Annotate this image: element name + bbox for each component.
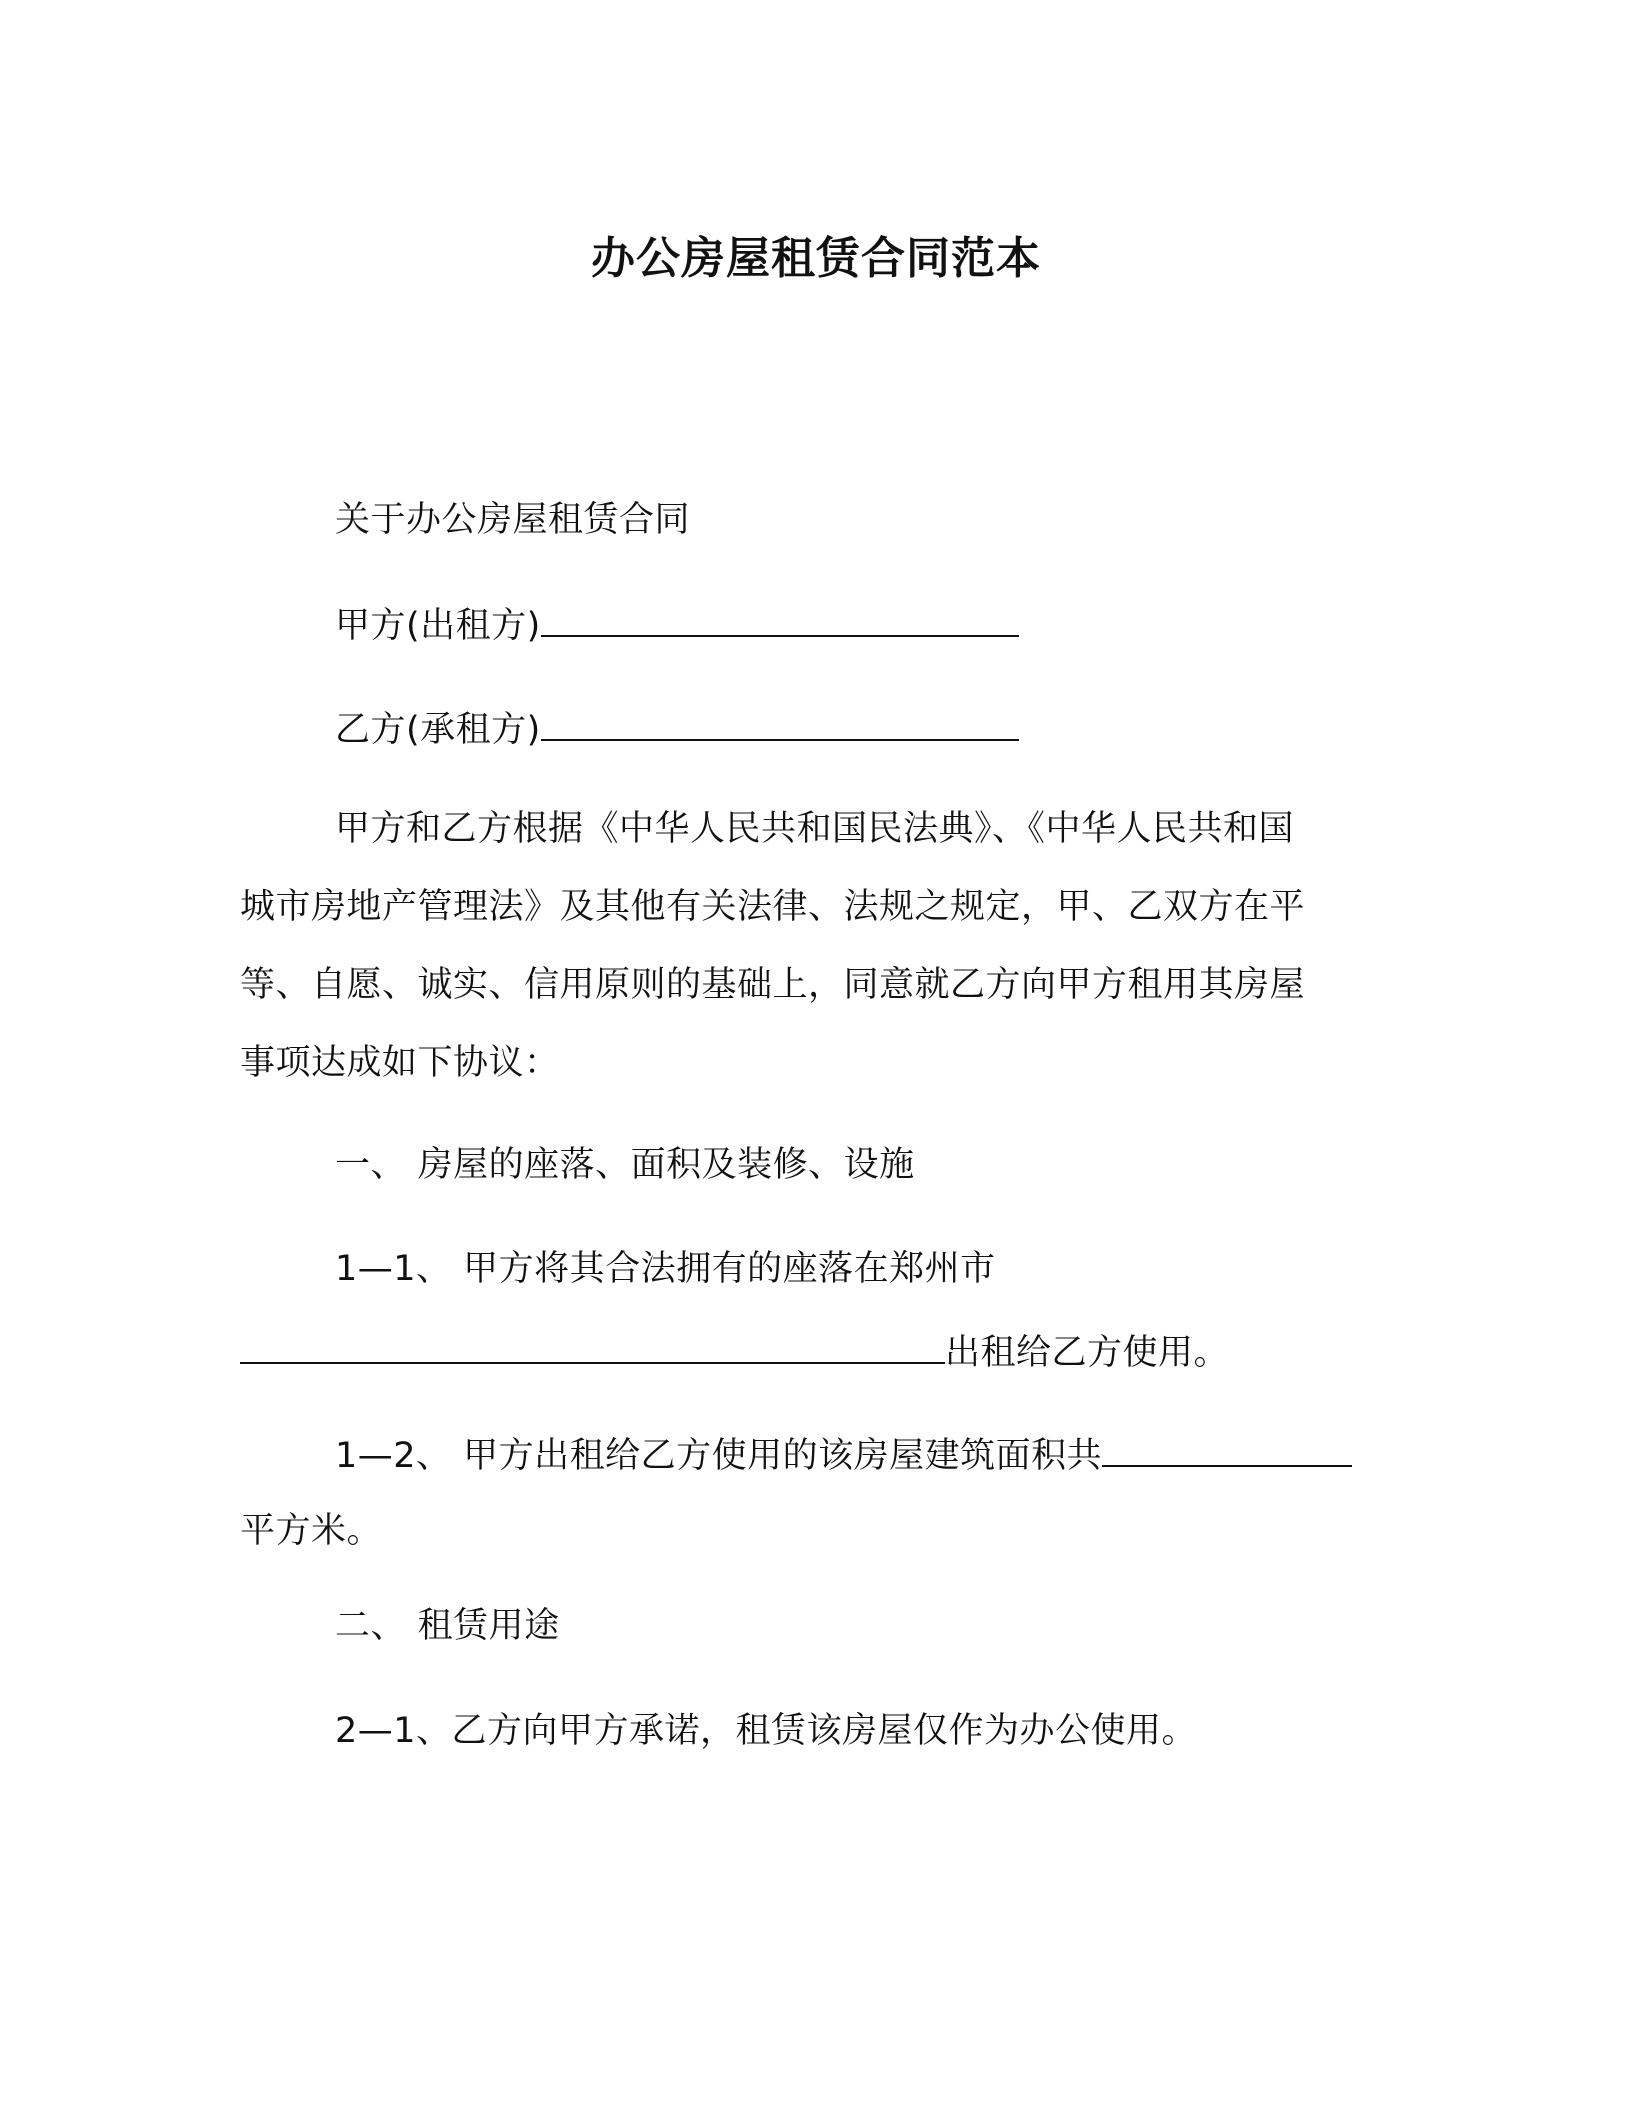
area-blank (1102, 1431, 1352, 1467)
party-b-line (335, 705, 1019, 753)
party-a-blank (541, 601, 1019, 637)
party-b-blank (541, 705, 1019, 741)
item-1-2-text: 1—2、 甲方出租给乙方使用的该房屋建筑面积共 (335, 1436, 1103, 1476)
location-blank (240, 1328, 945, 1364)
section-2-heading: 二、 租赁用途 (335, 1606, 560, 1646)
item-1-1-suffix: 出租给乙方使用。 (945, 1333, 1230, 1373)
item-1-1-line-2 (240, 1328, 1229, 1376)
preamble-line-3: 等、自愿、诚实、信用原则的基础上，同意就乙方向甲方租用其房屋 (240, 965, 1306, 1005)
preamble-line-4: 事项达成如下协议： (240, 1043, 560, 1083)
contract-subtitle: 关于办公房屋租赁合同 (335, 500, 691, 540)
party-b-label: 乙方(承租方) (335, 710, 541, 750)
section-1-heading: 一、 房屋的座落、面积及装修、设施 (335, 1145, 915, 1185)
preamble-line-2: 城市房地产管理法》及其他有关法律、法规之规定，甲、乙双方在平 (240, 887, 1306, 927)
preamble-line-1: 甲方和乙方根据《中华人民共和国民法典》、《中华人民共和国 (335, 809, 1295, 849)
item-1-1-line-1: 1—1、 甲方将其合法拥有的座落在郑州市 (335, 1249, 996, 1289)
party-a-label: 甲方(出租方) (335, 606, 541, 646)
item-1-2-line-2: 平方米。 (240, 1511, 383, 1551)
document-title: 办公房屋租赁合同范本 (591, 233, 1041, 284)
item-1-2-line-1 (335, 1431, 1352, 1479)
item-2-1: 2—1、乙方向甲方承诺，租赁该房屋仅作为办公使用。 (335, 1711, 1198, 1751)
party-a-line (335, 601, 1019, 649)
